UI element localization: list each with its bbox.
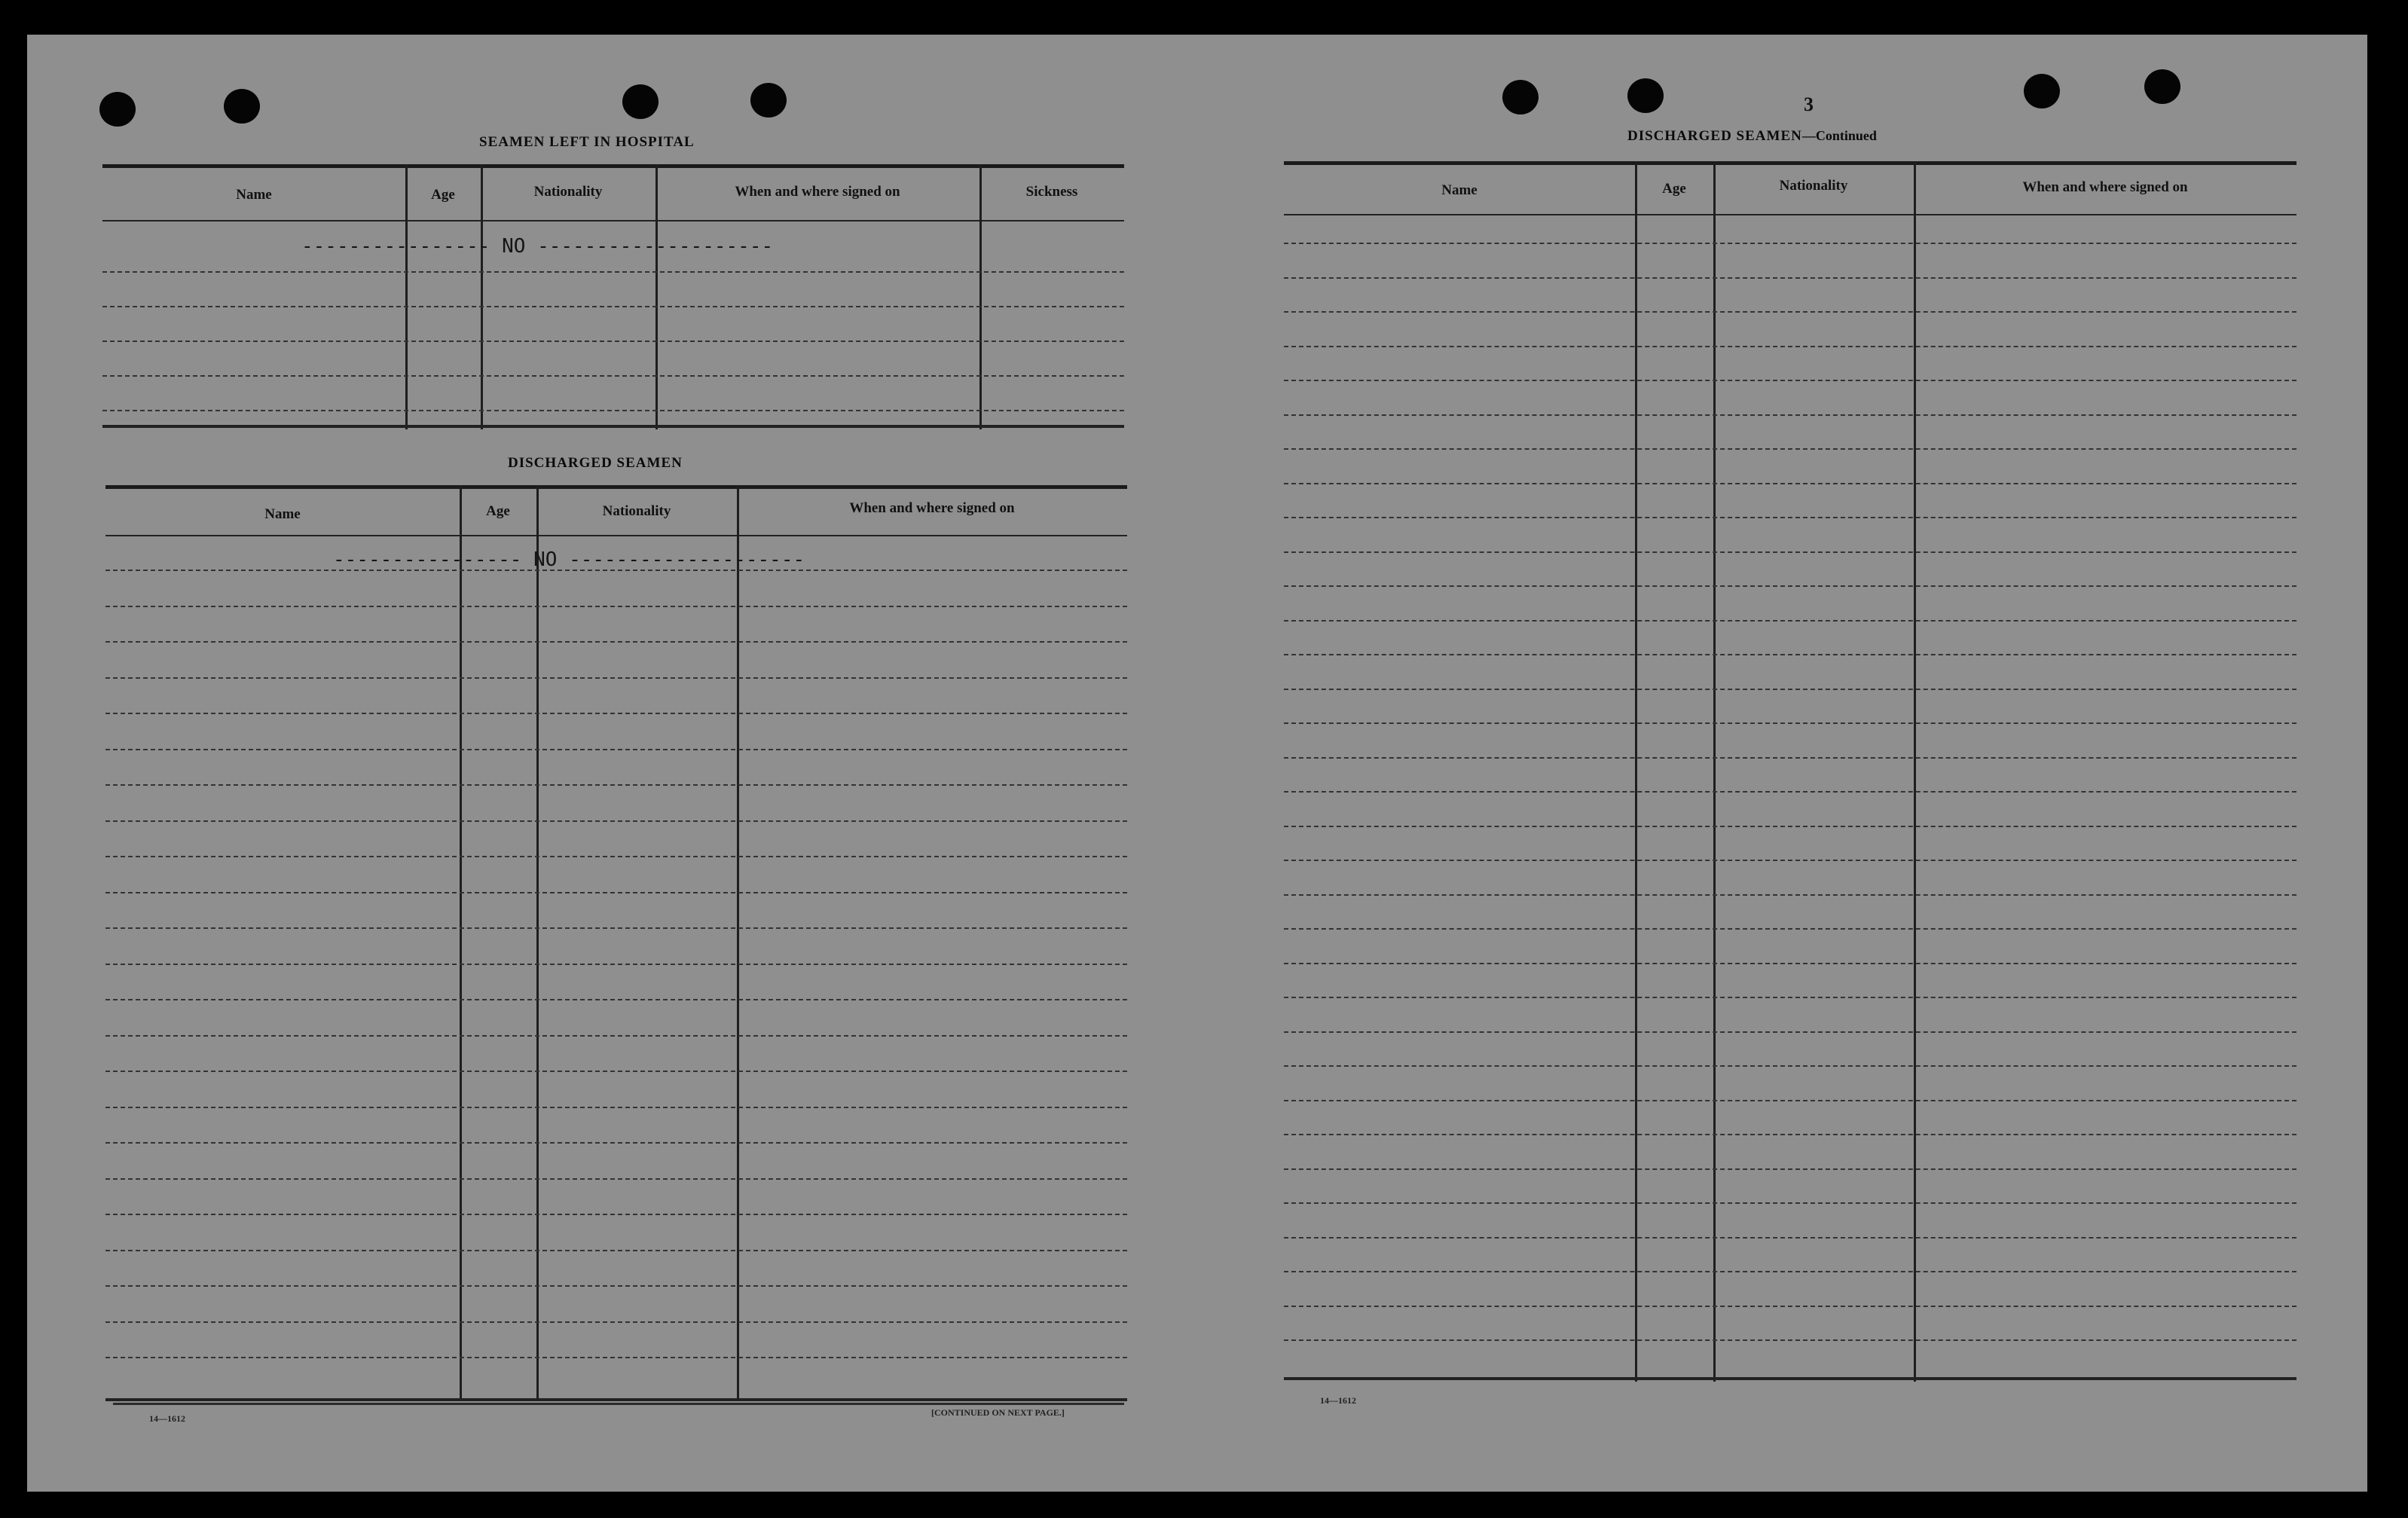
table-row	[102, 375, 1124, 377]
column-header-age: Age	[431, 187, 455, 203]
table-row	[1284, 1065, 2296, 1067]
table-row	[1284, 1306, 2296, 1307]
column-divider	[481, 164, 483, 429]
column-divider	[1713, 161, 1716, 1382]
table-row	[105, 1214, 1127, 1215]
table-row	[1284, 791, 2296, 793]
table-row	[105, 641, 1127, 643]
table-bottom-rule	[105, 1398, 1127, 1401]
left-form-number: 14—1612	[149, 1413, 185, 1424]
table-row	[105, 1178, 1127, 1180]
column-header-name: Name	[236, 187, 272, 203]
column-divider	[536, 485, 539, 1401]
table-row	[105, 749, 1127, 750]
table-row	[1284, 517, 2296, 518]
table-bottom-rule	[1284, 1377, 2296, 1380]
table-row	[1284, 928, 2296, 930]
table-row	[105, 892, 1127, 893]
table-row	[1284, 894, 2296, 896]
column-divider	[1635, 161, 1637, 1382]
punch-hole	[1502, 80, 1539, 115]
table-row	[105, 1035, 1127, 1037]
column-header-sickness: Sickness	[1025, 184, 1078, 200]
table-row	[1284, 826, 2296, 827]
column-header-signed-on: When and where signed on	[735, 184, 900, 200]
column-header-nationality: Nationality	[602, 503, 671, 519]
hospital-section-title: SEAMEN LEFT IN HOSPITAL	[479, 134, 695, 150]
hospital-entry: ---------------- NO --------------------	[301, 235, 774, 258]
punch-hole	[622, 84, 659, 119]
table-row	[102, 306, 1124, 307]
table-row	[105, 856, 1127, 857]
column-divider	[655, 164, 658, 429]
column-header-age: Age	[1662, 181, 1686, 197]
table-row	[105, 999, 1127, 1000]
table-row	[1284, 311, 2296, 313]
table-bottom-rule	[102, 425, 1124, 428]
table-row	[105, 606, 1127, 607]
right-title-main: DISCHARGED SEAMEN	[1627, 128, 1802, 144]
table-row	[1284, 654, 2296, 655]
table-row	[1284, 1168, 2296, 1170]
punch-hole	[2024, 74, 2060, 108]
column-divider	[405, 164, 408, 429]
column-header-signed-on: When and where signed on	[849, 500, 1015, 516]
continued-note: [CONTINUED ON NEXT PAGE.]	[931, 1407, 1065, 1418]
punch-hole	[99, 92, 136, 127]
table-row	[1284, 551, 2296, 553]
column-divider	[979, 164, 982, 429]
table-row	[1284, 1100, 2296, 1101]
column-divider	[737, 485, 739, 1401]
column-header-nationality: Nationality	[533, 184, 603, 200]
table-row	[105, 784, 1127, 786]
table-row	[105, 820, 1127, 822]
table-row	[1284, 1031, 2296, 1033]
table-row	[1284, 620, 2296, 622]
table-row	[105, 713, 1127, 714]
table-row	[1284, 1271, 2296, 1272]
table-row	[1284, 346, 2296, 347]
right-discharged-table	[1284, 161, 2296, 1382]
table-header-rule	[1284, 214, 2296, 215]
column-header-signed-on: When and where signed on	[2022, 179, 2188, 195]
table-row	[105, 1107, 1127, 1108]
table-row	[1284, 757, 2296, 759]
column-header-nationality: Nationality	[1779, 178, 1848, 194]
table-row	[105, 677, 1127, 679]
table-row	[1284, 722, 2296, 724]
table-row	[105, 1250, 1127, 1251]
table-row	[105, 927, 1127, 929]
table-top-rule	[102, 164, 1124, 168]
column-divider	[460, 485, 462, 1401]
table-row	[1284, 997, 2296, 998]
punch-hole	[224, 89, 260, 124]
table-row	[102, 341, 1124, 342]
table-row	[105, 964, 1127, 965]
left-footer-rule	[113, 1403, 1124, 1405]
table-row	[1284, 860, 2296, 861]
hospital-table	[102, 164, 1124, 429]
table-row	[1284, 414, 2296, 416]
table-row	[1284, 380, 2296, 381]
table-row	[1284, 1339, 2296, 1341]
table-top-rule	[105, 485, 1127, 489]
table-row	[1284, 448, 2296, 450]
table-top-rule	[1284, 161, 2296, 165]
table-row	[1284, 585, 2296, 587]
table-row	[102, 271, 1124, 273]
table-row	[105, 1357, 1127, 1358]
table-row	[105, 1142, 1127, 1144]
right-form-number: 14—1612	[1320, 1395, 1356, 1406]
right-section-title	[1627, 128, 1877, 145]
table-row	[102, 410, 1124, 411]
table-row	[1284, 1134, 2296, 1135]
table-row	[1284, 243, 2296, 244]
page-number: 3	[1804, 93, 1814, 115]
table-row	[1284, 1237, 2296, 1239]
right-title-suffix: —Continued	[1801, 128, 1877, 143]
table-row	[1284, 689, 2296, 690]
discharged-section-title: DISCHARGED SEAMEN	[508, 455, 683, 471]
table-row	[1284, 277, 2296, 279]
table-row	[1284, 1202, 2296, 1204]
discharged-table	[105, 485, 1127, 1401]
table-row	[105, 1321, 1127, 1323]
table-header-rule	[102, 220, 1124, 221]
column-divider	[1914, 161, 1916, 1382]
table-row	[1284, 963, 2296, 964]
discharged-entry: ---------------- NO --------------------	[333, 548, 805, 571]
column-header-name: Name	[1441, 182, 1477, 198]
table-row	[105, 1285, 1127, 1287]
table-row	[105, 1071, 1127, 1072]
punch-hole	[1627, 78, 1664, 113]
column-header-name: Name	[264, 506, 301, 522]
table-header-rule	[105, 535, 1127, 536]
column-header-age: Age	[486, 503, 510, 519]
punch-hole	[2144, 69, 2180, 104]
punch-hole	[750, 83, 787, 118]
table-row	[1284, 483, 2296, 484]
